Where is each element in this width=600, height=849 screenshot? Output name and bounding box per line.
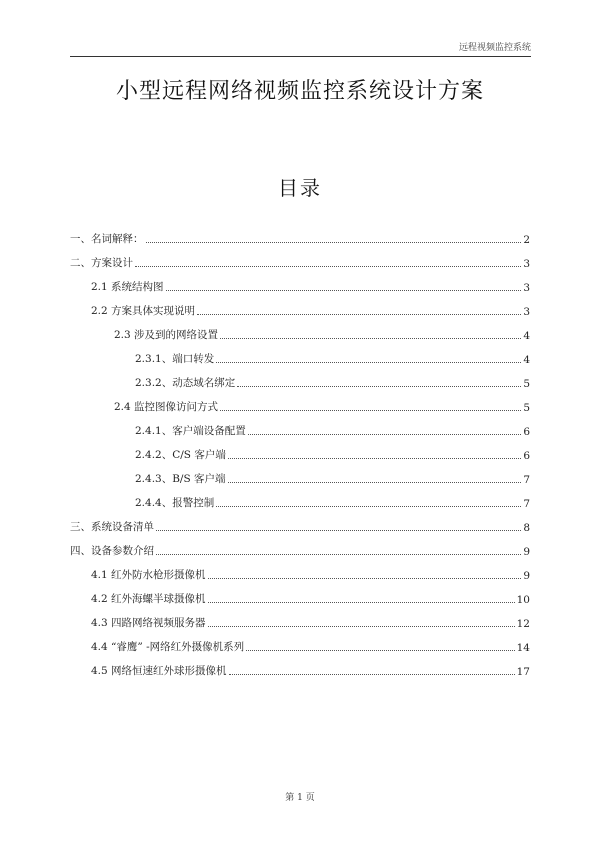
toc-dot-leader	[228, 481, 522, 483]
toc-entry[interactable]	[70, 254, 530, 270]
toc-entry-label: 2.2 方案具体实现说明	[91, 305, 196, 317]
toc-dot-leader	[146, 241, 522, 243]
toc-entry-label: 2.3.2、动态域名绑定	[135, 377, 236, 389]
toc-entry-page: 12	[516, 618, 530, 630]
toc-entry[interactable]	[135, 350, 530, 366]
toc-dot-leader	[166, 289, 522, 291]
toc-entry[interactable]	[91, 302, 530, 318]
toc-dot-leader	[216, 361, 521, 363]
toc-entry-page: 8	[523, 522, 530, 534]
toc-dot-leader	[208, 577, 522, 579]
toc-dot-leader	[248, 433, 522, 435]
toc-entry-page: 9	[523, 546, 530, 558]
toc-dot-leader	[220, 409, 521, 411]
toc-dot-leader	[208, 625, 515, 627]
document-title: 小型远程网络视频监控系统设计方案	[115, 79, 484, 104]
toc-entry-label: 4.3 四路网络视频服务器	[91, 617, 206, 629]
toc-entry[interactable]	[91, 590, 530, 606]
toc-dot-leader	[246, 649, 514, 651]
toc-entry[interactable]	[135, 374, 530, 390]
header-text: 远程视频监控系统	[458, 43, 531, 53]
toc-entry-label: 2.4.2、C/S 客户端	[135, 449, 226, 461]
toc-entry[interactable]	[91, 662, 530, 678]
toc-entry[interactable]	[135, 494, 530, 510]
toc-entry-label: 二、方案设计	[70, 257, 133, 269]
toc-entry[interactable]	[114, 398, 530, 414]
toc-entry-label: 2.4.4、报警控制	[135, 497, 215, 509]
toc-dot-leader	[216, 505, 521, 507]
toc-entry-label: 一、名词解释：	[70, 233, 144, 245]
toc-heading: 目录	[278, 176, 322, 200]
toc-dot-leader	[228, 457, 521, 459]
toc-dot-leader	[208, 601, 515, 603]
toc-entry[interactable]	[70, 230, 530, 246]
toc-entry-page: 2	[523, 234, 530, 246]
toc-entry-label: 2.4.3、B/S 客户端	[135, 473, 226, 485]
toc-entry-label: 2.4.1、客户端设备配置	[135, 425, 246, 437]
toc-entry-page: 5	[523, 378, 530, 390]
toc-entry-page: 7	[523, 498, 530, 510]
toc-entry[interactable]	[91, 566, 530, 582]
toc-entry-label: 2.3 涉及到的网络设置	[114, 329, 219, 341]
toc-dot-leader	[237, 385, 521, 387]
toc-entry-page: 4	[523, 330, 530, 342]
toc-entry[interactable]	[70, 542, 530, 558]
toc-entry-label: 四、设备参数介绍	[70, 545, 154, 557]
toc-dot-leader	[197, 313, 521, 315]
toc-entry-page: 3	[523, 282, 530, 294]
toc-entry-label: 4.4 “睿鹰” -网络红外摄像机系列	[91, 641, 245, 653]
toc-entry-label: 2.1 系统结构图	[91, 281, 164, 293]
toc-entry[interactable]	[91, 278, 530, 294]
toc-entry[interactable]	[91, 638, 530, 654]
toc-dot-leader	[220, 337, 521, 339]
toc-entry-page: 6	[523, 426, 530, 438]
toc-entry-label: 2.4 监控图像访问方式	[114, 401, 219, 413]
toc-entry-label: 2.3.1、端口转发	[135, 353, 215, 365]
toc-entry[interactable]	[91, 614, 530, 630]
page-footer	[0, 790, 600, 803]
page-number: 第 1 页	[285, 793, 315, 803]
toc-entry-page: 4	[523, 354, 530, 366]
toc-dot-leader	[135, 265, 521, 267]
page-header	[70, 36, 531, 57]
toc-dot-leader	[156, 553, 521, 555]
toc-entry-label: 三、系统设备清单	[70, 521, 154, 533]
toc-dot-leader	[156, 529, 521, 531]
toc-entry[interactable]	[135, 470, 530, 486]
toc-entry-page: 6	[523, 450, 530, 462]
toc-entry[interactable]	[135, 422, 530, 438]
toc-entry-page: 10	[516, 594, 530, 606]
toc-entry-page: 7	[523, 474, 530, 486]
toc-entry-page: 5	[523, 402, 530, 414]
toc-entry[interactable]	[70, 518, 530, 534]
toc-dot-leader	[229, 673, 515, 675]
toc-entry-label: 4.2 红外海螺半球摄像机	[91, 593, 206, 605]
toc-entry-page: 9	[523, 570, 530, 582]
toc-entry-label: 4.1 红外防水枪形摄像机	[91, 569, 206, 581]
toc-entry-page: 17	[516, 666, 530, 678]
toc-entry-page: 14	[516, 642, 530, 654]
toc-entry-page: 3	[523, 306, 530, 318]
toc-entry[interactable]	[114, 326, 530, 342]
toc-entry-page: 3	[523, 258, 530, 270]
toc-entry[interactable]	[135, 446, 530, 462]
toc-entry-label: 4.5 网络恒速红外球形摄像机	[91, 665, 227, 677]
